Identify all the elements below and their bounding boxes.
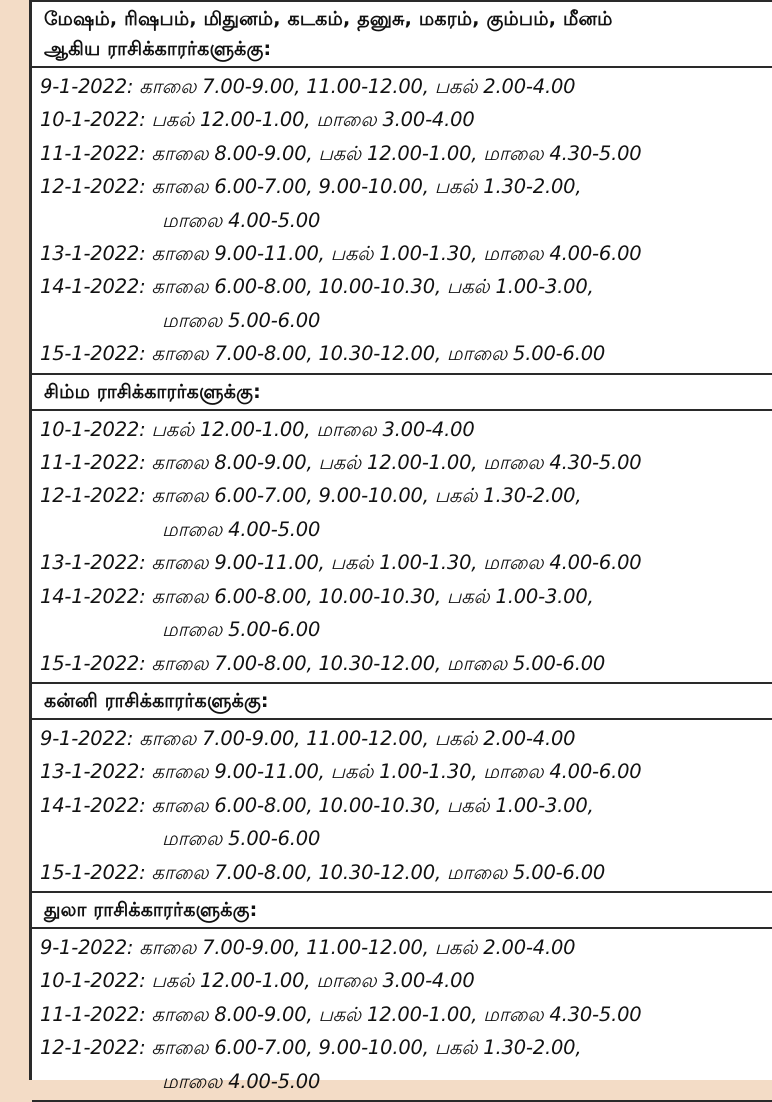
schedule-entry — [40, 237, 772, 270]
section-header-line: கன்னி ராசிக்காரர்களுக்கு: — [44, 689, 269, 712]
schedule-entry — [40, 70, 772, 103]
section-header-line: துலா ராசிக்காரர்களுக்கு: — [44, 898, 258, 921]
entry-date-times: 14-1-2022: காலை 6.00-8.00, 10.00-10.30, பகல் 1.00-3.00, — [40, 793, 594, 817]
entry-date-times: 10-1-2022: பகல் 12.00-1.00, மாலை 3.00-4.00 — [40, 969, 475, 993]
schedule-entry — [40, 546, 772, 579]
schedule-list — [32, 68, 772, 373]
section-header — [32, 2, 772, 68]
schedule-document — [29, 0, 772, 1093]
schedule-entry — [40, 137, 772, 170]
entry-date-times: 15-1-2022: காலை 7.00-8.00, 10.30-12.00, மாலை 5.00-6.00 — [40, 342, 606, 366]
entry-date-times: 12-1-2022: காலை 6.00-7.00, 9.00-10.00, பகல் 1.30-2.00, — [40, 175, 582, 199]
schedule-entry — [40, 964, 772, 997]
schedule-entry — [40, 755, 772, 788]
rasi-section — [32, 684, 772, 893]
entry-continuation: மாலை 5.00-6.00 — [162, 618, 321, 642]
schedule-entry — [40, 580, 772, 647]
entry-continuation: மாலை 4.00-5.00 — [162, 208, 321, 232]
schedule-list — [32, 411, 772, 682]
schedule-entry — [40, 722, 772, 755]
entry-date-times: 9-1-2022: காலை 7.00-9.00, 11.00-12.00, பகல் 2.00-4.00 — [40, 726, 576, 750]
entry-date-times: 12-1-2022: காலை 6.00-7.00, 9.00-10.00, பகல் 1.30-2.00, — [40, 1036, 582, 1060]
entry-date-times: 9-1-2022: காலை 7.00-9.00, 11.00-12.00, பகல் 2.00-4.00 — [40, 935, 576, 959]
section-header-line: மேஷம், ரிஷபம், மிதுனம், கடகம், தனுசு, மகரம், கும்பம், மீனம் — [44, 8, 613, 30]
schedule-entry — [40, 1031, 772, 1098]
entry-date-times: 13-1-2022: காலை 9.00-11.00, பகல் 1.00-1.30, மாலை 4.00-6.00 — [40, 242, 642, 266]
schedule-list — [32, 929, 772, 1100]
section-header — [32, 893, 772, 929]
entry-date-times: 10-1-2022: பகல் 12.00-1.00, மாலை 3.00-4.00 — [40, 108, 475, 132]
schedule-entry — [40, 103, 772, 136]
schedule-entry — [40, 789, 772, 856]
schedule-entry — [40, 170, 772, 237]
schedule-entry — [40, 931, 772, 964]
section-header — [32, 684, 772, 720]
entry-date-times: 11-1-2022: காலை 8.00-9.00, பகல் 12.00-1.00, மாலை 4.30-5.00 — [40, 451, 642, 475]
section-header — [32, 375, 772, 411]
schedule-list — [32, 720, 772, 891]
schedule-entry — [40, 270, 772, 337]
entry-date-times: 13-1-2022: காலை 9.00-11.00, பகல் 1.00-1.30, மாலை 4.00-6.00 — [40, 760, 642, 784]
entry-date-times: 15-1-2022: காலை 7.00-8.00, 10.30-12.00, மாலை 5.00-6.00 — [40, 651, 606, 675]
rasi-section — [32, 375, 772, 684]
entry-continuation: மாலை 4.00-5.00 — [162, 1069, 321, 1093]
sections-container — [32, 0, 772, 1102]
section-header-line: சிம்ம ராசிக்காரர்களுக்கு: — [44, 380, 261, 403]
schedule-entry — [40, 479, 772, 546]
schedule-entry — [40, 413, 772, 446]
rasi-section — [32, 893, 772, 1102]
entry-date-times: 15-1-2022: காலை 7.00-8.00, 10.30-12.00, மாலை 5.00-6.00 — [40, 860, 606, 884]
schedule-entry — [40, 647, 772, 680]
rasi-section — [32, 0, 772, 375]
entry-continuation: மாலை 5.00-6.00 — [162, 827, 321, 851]
entry-date-times: 11-1-2022: காலை 8.00-9.00, பகல் 12.00-1.00, மாலை 4.30-5.00 — [40, 1002, 642, 1026]
entry-continuation: மாலை 4.00-5.00 — [162, 517, 321, 541]
entry-date-times: 14-1-2022: காலை 6.00-8.00, 10.00-10.30, பகல் 1.00-3.00, — [40, 584, 594, 608]
schedule-entry — [40, 446, 772, 479]
entry-date-times: 10-1-2022: பகல் 12.00-1.00, மாலை 3.00-4.00 — [40, 417, 475, 441]
schedule-entry — [40, 337, 772, 370]
schedule-entry — [40, 856, 772, 889]
section-header-line: ஆகிய ராசிக்காரர்களுக்கு: — [44, 38, 272, 60]
entry-date-times: 12-1-2022: காலை 6.00-7.00, 9.00-10.00, பகல் 1.30-2.00, — [40, 484, 582, 508]
entry-continuation: மாலை 5.00-6.00 — [162, 308, 321, 332]
entry-date-times: 11-1-2022: காலை 8.00-9.00, பகல் 12.00-1.00, மாலை 4.30-5.00 — [40, 141, 642, 165]
entry-date-times: 9-1-2022: காலை 7.00-9.00, 11.00-12.00, பகல் 2.00-4.00 — [40, 75, 576, 98]
entry-date-times: 13-1-2022: காலை 9.00-11.00, பகல் 1.00-1.30, மாலை 4.00-6.00 — [40, 551, 642, 575]
entry-date-times: 14-1-2022: காலை 6.00-8.00, 10.00-10.30, பகல் 1.00-3.00, — [40, 275, 594, 299]
schedule-entry — [40, 998, 772, 1031]
